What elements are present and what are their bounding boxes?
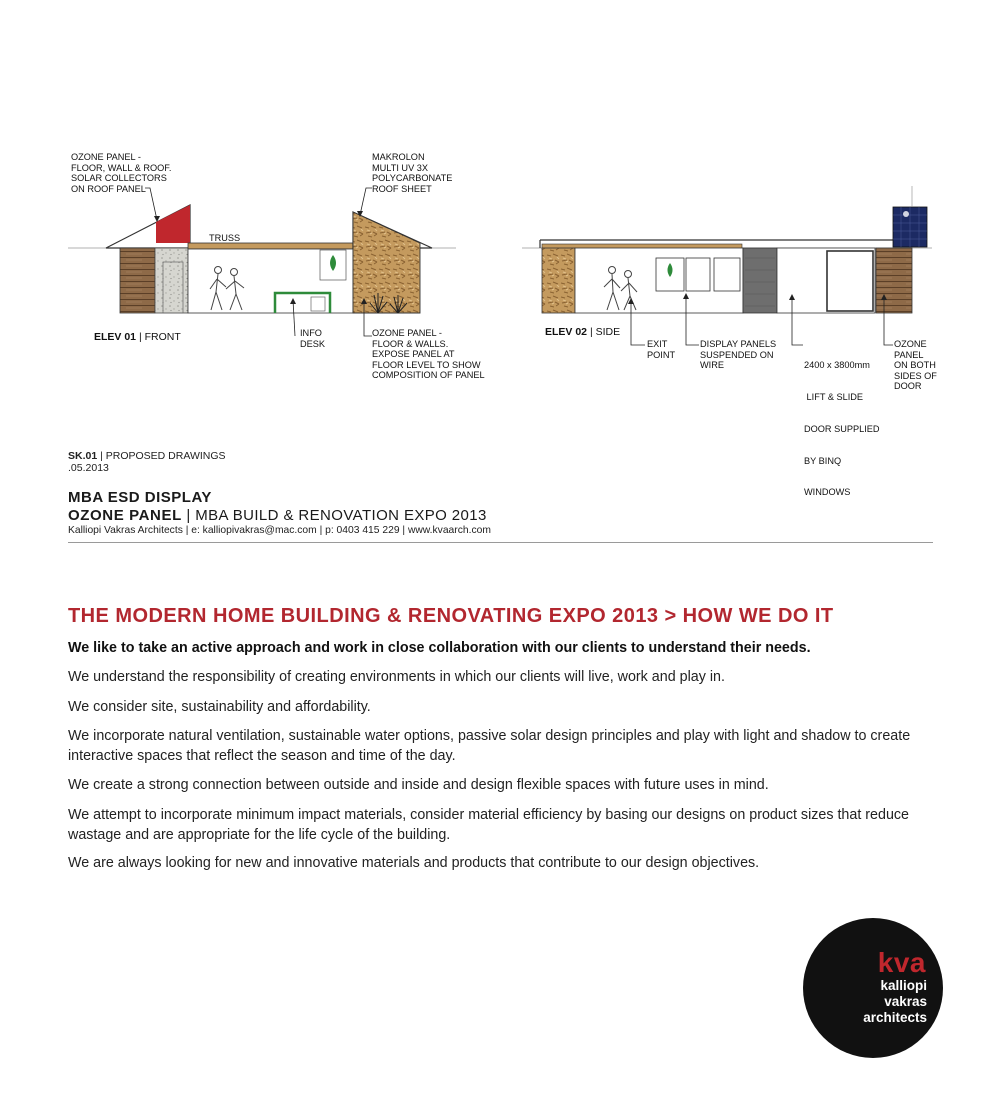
callout-door [804, 339, 880, 519]
callout-line: EXPOSE PANEL AT [372, 349, 455, 360]
paragraph: We are always looking for new and innovative materials and products that contribute to our design objectives. [68, 855, 760, 871]
callout-line: DOOR [894, 381, 922, 392]
subtitle-product: OZONE PANEL [68, 507, 182, 524]
page-headline: THE MODERN HOME BUILDING & RENOVATING EXPO 2013 > HOW WE DO IT [68, 605, 834, 627]
callout-line: LIFT & SLIDE [804, 391, 864, 402]
callout-line: TRUSS [209, 233, 241, 243]
callout-line: MULTI UV 3X [372, 162, 428, 173]
paragraph: We consider site, sustainability and affordability. [68, 699, 371, 715]
callout-line: MAKROLON [372, 152, 425, 162]
callout-makrolon [372, 152, 452, 194]
callout-line: COMPOSITION OF PANEL [372, 370, 485, 381]
callout-line: FLOOR LEVEL TO SHOW [372, 359, 481, 370]
elev-01-name: | FRONT [136, 331, 181, 343]
callout-line: SOLAR COLLECTORS [71, 173, 167, 184]
elev-02-name: | SIDE [587, 326, 621, 338]
sheet-code: SK.01 [68, 450, 98, 462]
side-elevation [540, 186, 927, 345]
paragraph: We attempt to incorporate minimum impact materials, consider material efficiency by basing our designs on product sizes that reduce wastage and are appropriate for the life cycle of the building. [68, 807, 909, 843]
logo-line: vakras [884, 994, 927, 1009]
callout-ozone-roof [71, 152, 171, 194]
divider [68, 542, 933, 543]
paragraph: We incorporate natural ventilation, sustainable water options, passive solar design principles and play with light and shadow to create interactive spaces that reflect the season and time of the day. [68, 728, 911, 764]
callout-line: DESK [300, 338, 326, 349]
sheet-date: .05.2013 [68, 462, 109, 474]
side-ozone-panel-left [542, 248, 575, 313]
callout-line: ON ROOF PANEL [71, 183, 146, 194]
callout-info-desk [300, 328, 325, 349]
callout-line: POLYCARBONATE [372, 173, 453, 184]
callout-line: OZONE PANEL - [372, 328, 442, 338]
logo-line: kalliopi [880, 978, 927, 993]
elev-01-label [94, 331, 181, 343]
callout-ozone-floor [372, 328, 485, 381]
ozone-panel-wall-right [353, 212, 420, 313]
callout-display-panels [700, 339, 776, 371]
timber-wall-left [120, 248, 155, 313]
callout-line: WIRE [700, 360, 724, 371]
side-timber-right [876, 248, 912, 313]
elev-02-label [545, 326, 620, 338]
callout-line: WINDOWS [804, 487, 851, 498]
callout-line: FLOOR & WALLS. [372, 338, 449, 349]
solar-collector-roof-panel [156, 205, 190, 243]
front-elevation [106, 188, 432, 336]
callout-line: ON BOTH [894, 360, 936, 371]
paragraph: We understand the responsibility of creating environments in which our clients will live, work and play in. [68, 669, 725, 685]
lead-paragraph: We like to take an active approach and work in close collaboration with our clients to understand their needs. [68, 640, 811, 656]
subtitle-event: | MBA BUILD & RENOVATION EXPO 2013 [181, 507, 487, 524]
callout-line: OZONE PANEL - [71, 152, 141, 162]
callout-line: DISPLAY PANELS [700, 339, 777, 349]
callout-line: DOOR SUPPLIED [804, 423, 880, 434]
callout-line: ROOF SHEET [372, 183, 432, 194]
elev-02-code: ELEV 02 [545, 326, 588, 338]
sheet-code-line [68, 450, 226, 462]
sheet-title: MBA ESD DISPLAY [68, 489, 212, 506]
contact-details: Kalliopi Vakras Architects | e: kalliopivakras@mac.com | p: 0403 415 229 | www.kvaarch.com [68, 525, 491, 536]
callout-line: SUSPENDED ON [700, 349, 774, 360]
callout-line: EXIT [647, 339, 668, 349]
kva-logo [803, 918, 943, 1058]
logo-line: architects [863, 1010, 927, 1025]
callout-line: SIDES OF [894, 370, 937, 381]
callout-line: PANEL [894, 349, 924, 360]
callout-exit-point [647, 339, 675, 360]
callout-line: BY BINQ [804, 455, 842, 466]
callout-line: 2400 x 3800mm [804, 360, 870, 371]
callout-truss [209, 233, 240, 244]
elev-01-code: ELEV 01 [94, 331, 137, 343]
callout-line: POINT [647, 349, 676, 360]
callout-line: FLOOR, WALL & ROOF. [71, 162, 172, 173]
sheet-subtitle [68, 507, 487, 524]
paragraph: We create a strong connection between outside and inside and design flexible spaces with future uses in mind. [68, 777, 769, 793]
callout-line: OZONE [894, 339, 927, 349]
callout-ozone-both-sides [894, 339, 937, 392]
logo-mark: kva [877, 947, 926, 978]
callout-line: INFO [300, 328, 322, 338]
sheet-type: | PROPOSED DRAWINGS [97, 450, 226, 462]
